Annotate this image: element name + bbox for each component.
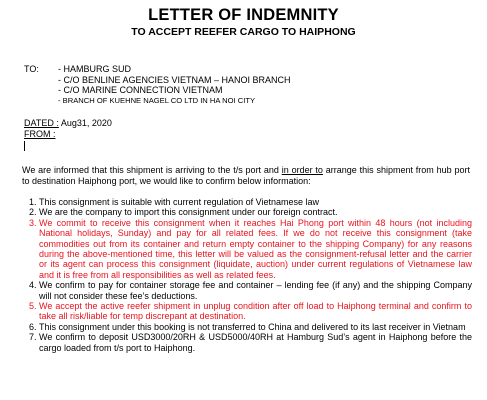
letter-title: LETTER OF INDEMNITY: [148, 6, 339, 24]
commitment-list: [22, 197, 472, 353]
commitment-number: 6.: [29, 321, 37, 332]
intro-text-before: We are informed that this shipment is arriving to the t/s port and: [22, 165, 282, 175]
commitment-text: We accept the active reefer shipment in unplug condition after off load to Haiphong terminal and confirm to take all risk/liable for temp discrepant at destination.: [39, 301, 472, 322]
commitment-text: This consignment under this booking is not transferred to China and delivered to its last receiver in Vietnam: [39, 321, 466, 332]
commitment-text: We are the company to import this consignment under our foreign contract.: [39, 207, 338, 218]
from-label: FROM :: [24, 129, 56, 139]
commitment-number: 3.: [29, 217, 37, 228]
commitment-number: 2.: [29, 207, 37, 218]
intro-text-after: arrange this shipment from hub port to destination Haiphong port, we would like to confirm below information:: [22, 165, 470, 186]
dated-value: Aug31, 2020: [60, 118, 112, 128]
commitment-text: This consignment is suitable with current regulation of Vietnamese law: [39, 197, 319, 207]
commitment-text: We confirm to deposit USD3000/20RH & USD5000/40RH at Hamburg Sud’s agent in Haiphong before the cargo loaded from t/s port to Haiphong.: [39, 332, 472, 353]
commitment-item: [22, 322, 472, 332]
commitment-number: 7.: [29, 332, 37, 343]
commitment-number: 1.: [29, 197, 37, 207]
recipient-line: - BRANCH OF KUEHNE NAGEL CO LTD IN HA NOI CITY: [58, 95, 256, 105]
to-label: TO:: [24, 64, 39, 74]
commitment-item: [22, 301, 472, 322]
recipient-line: - C/O BENLINE AGENCIES VIETNAM – HANOI BRANCH: [58, 74, 291, 85]
commitment-item: [22, 332, 472, 353]
dated-label: DATED :: [24, 118, 59, 128]
recipient-list: [58, 64, 291, 106]
commitment-item: [22, 197, 472, 207]
intro-underlined: in order to: [281, 165, 323, 175]
recipient-line: - C/O MARINE CONNECTION VIETNAM: [58, 85, 223, 96]
intro-paragraph: [22, 165, 470, 187]
commitment-number: 4.: [29, 280, 37, 291]
commitment-number: 5.: [29, 301, 37, 312]
commitment-item: [22, 280, 472, 301]
commitment-text: We commit to receive this consignment when it reaches Hai Phong port within 48 hours (not including National holidays, Sunday) and pay for all related fees. If we do not receive this consignment (take commodities out from its container and return empty container to the shipping Company) for any reasons during the above-mentioned time, this letter will be valued as the consignment-refusal letter and the carrier or its agent can process this consignment (liquidate, auction) under current regulations of Vietnamese law and it is free from all responsibilities as well as related fees.: [39, 217, 472, 280]
letter-subtitle: TO ACCEPT REEFER CARGO TO HAIPHONG: [131, 26, 356, 38]
commitment-text: We confirm to pay for container storage fee and container – lending fee (if any) and the shipping Company will not consider these fee’s deductions.: [39, 280, 472, 301]
recipient-line: - HAMBURG SUD: [58, 64, 132, 74]
text-cursor: [24, 141, 25, 151]
commitment-item: [22, 207, 472, 217]
commitment-item: [22, 218, 472, 280]
dated-line: [24, 118, 112, 128]
from-line: [24, 129, 56, 139]
